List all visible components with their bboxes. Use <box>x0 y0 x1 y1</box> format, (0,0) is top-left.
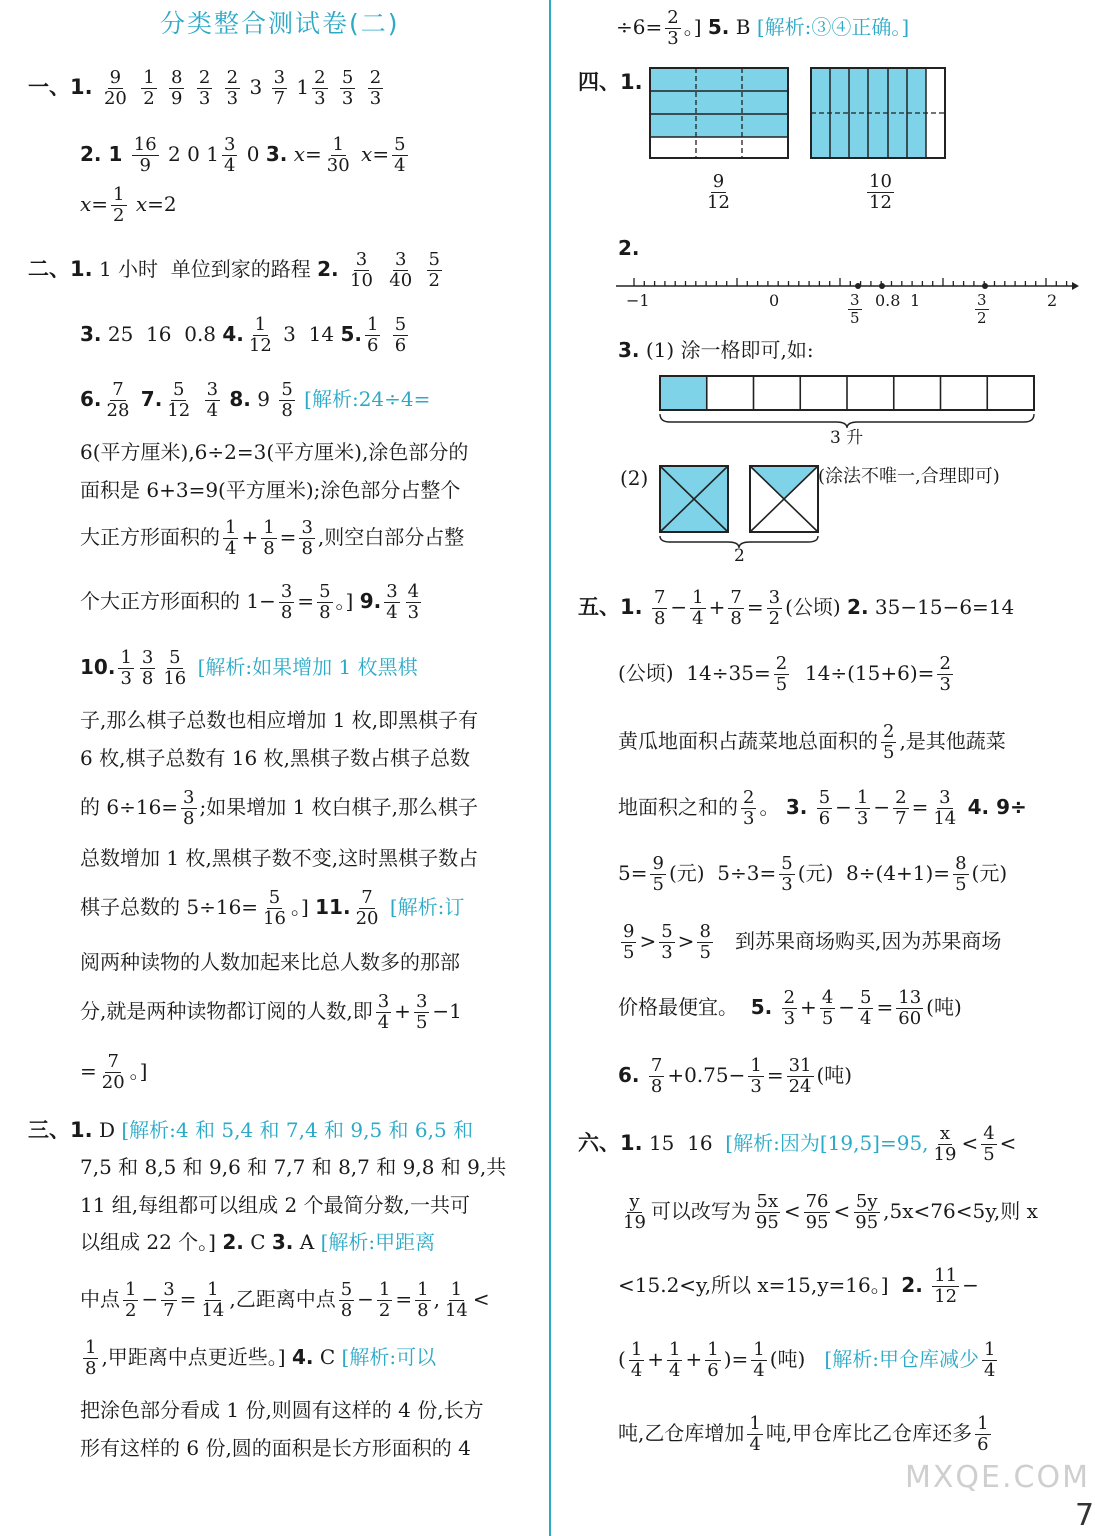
analysis-line: 棋子总数的 5÷16= $\frac{5}{16}$ 。] 11. $\frac{7}{20}$ [解析:订 <box>80 887 465 930</box>
answer-line-10: 10. $\frac{1}{3}$ $\frac{3}{8}$ $\frac{5}{16}$ [解析:如果增加 1 枚黑棋 <box>80 647 418 690</box>
fraction: $\frac{5}{8}$ <box>319 581 331 624</box>
answer-line-1: 一、1. $\frac{9}{20}$ $\frac{1}{2}$ $\frac{8}{9}$ $\frac{2}{3}$ $\frac{2}{3}$ 3 $\frac{3}{7}$ 1 $\frac{2}{3}$ $\frac{5}{3}$ $\frac{2}{3}$ <box>28 67 382 110</box>
answer-line: 5= $\frac{9}{5}$ (元) 5÷3= $\frac{5}{3}$ (元) 8÷(4+1)= $\frac{8}{5}$ (元) <box>618 853 1008 896</box>
fraction: $\frac{9}{20}$ <box>103 67 127 110</box>
fraction: $\frac{x}{19}$ <box>933 1123 957 1166</box>
tick-label: −1 <box>626 291 650 310</box>
fraction: $\frac{1}{6}$ <box>366 314 379 357</box>
fraction: $\frac{4}{5}$ <box>821 987 834 1030</box>
fraction: $\frac{5}{3}$ <box>781 853 793 896</box>
analysis-line: 面积是 6+3=9(平方厘米);涂色部分占整个 <box>80 478 461 502</box>
item-3b-label: (2) <box>620 466 649 490</box>
fraction: $\frac{5}{8}$ <box>281 379 293 422</box>
fraction: $\frac{1}{30}$ <box>326 134 350 177</box>
answer-line-1b: 2. 1 $\frac{16}{9}$ 2 0 1 $\frac{3}{4}$ 0 3. x= $\frac{1}{30}$ x= $\frac{5}{4}$ <box>80 134 406 177</box>
fraction: $\frac{3}{40}$ <box>389 249 413 292</box>
fraction-rectangles <box>648 66 948 161</box>
analysis-line: 总数增加 1 枚,黑棋子数不变,这时黑棋子数占 <box>80 846 479 870</box>
fraction: $\frac{9}{5}$ <box>623 921 635 964</box>
answer-line: 价格最便宜。 5. $\frac{2}{3}$ + $\frac{4}{5}$ − $\frac{5}{4}$ = $\frac{13}{60}$ (吨) <box>618 987 962 1030</box>
fraction: $\frac{7}{28}$ <box>106 379 130 422</box>
fraction: $\frac{76}{95}$ <box>805 1191 829 1234</box>
answer-line: 地面积之和的 $\frac{2}{3}$ 。 3. $\frac{5}{6}$ − $\frac{1}{3}$ − $\frac{2}{7}$ = $\frac{3}{14}$ 4. 9÷ <box>618 787 1027 830</box>
fraction: $\frac{3}{8}$ <box>183 787 195 830</box>
fraction: $\frac{3}{5}$ <box>850 291 860 327</box>
fraction: $\frac{7}{20}$ <box>101 1051 125 1094</box>
fraction: $\frac{1}{4}$ <box>753 1339 765 1382</box>
fraction: $\frac{16}{9}$ <box>133 134 157 177</box>
caption <box>702 172 735 213</box>
fraction: $\frac{1}{6}$ <box>977 1413 989 1456</box>
fraction: $\frac{5}{12}$ <box>167 379 191 422</box>
fraction: $\frac{5}{6}$ <box>818 787 831 830</box>
fraction: $\frac{1}{4}$ <box>225 517 237 560</box>
square-diagrams <box>656 462 826 550</box>
fraction: $\frac{1}{8}$ <box>417 1279 429 1322</box>
fraction: $\frac{1}{2}$ <box>125 1279 137 1322</box>
fraction: $\frac{3}{2}$ <box>768 587 781 630</box>
tick-label: 0.8 <box>875 291 901 310</box>
fraction: $\frac{3}{8}$ <box>301 517 313 560</box>
answer-line-r0: ÷6= $\frac{2}{3}$ 。] 5. B [解析:③④正确。] <box>616 7 910 50</box>
fraction: $\frac{1}{2}$ <box>113 184 125 227</box>
analysis-line: 中点 $\frac{1}{2}$ − $\frac{3}{7}$ = $\frac{1}{14}$ ,乙距离中点 $\frac{5}{8}$ − $\frac{1}{2}$ = $\frac{1}{8}$ , $\frac{1}{14}$ < <box>80 1279 490 1322</box>
fraction: $\frac{1}{12}$ <box>248 314 272 357</box>
answer-line: $\frac{9}{5}$ > $\frac{5}{3}$ > $\frac{8}{5}$ 到苏果商场购买,因为苏果商场 <box>623 921 1002 964</box>
fraction: $\frac{y}{19}$ <box>623 1191 646 1234</box>
page-number: 7 <box>1075 1498 1095 1533</box>
answer-line-section6: 六、1. 15 16 [解析:因为[19,5]=95, $\frac{x}{19}$ < $\frac{4}{5}$ < <box>578 1123 1017 1166</box>
fraction: $\frac{5}{2}$ <box>428 249 440 292</box>
fraction: $\frac{5}{16}$ <box>263 887 286 930</box>
fraction: $\frac{5}{16}$ <box>163 647 187 690</box>
fraction: $\frac{3}{8}$ <box>141 647 154 690</box>
analysis-line: 分,就是两种读物都订阅的人数,即 $\frac{3}{4}$ + $\frac{3}{5}$ −1 <box>80 991 462 1034</box>
fraction: $\frac{5x}{95}$ <box>755 1191 779 1234</box>
fraction: $\frac{3}{4}$ <box>223 134 236 177</box>
fraction: $\frac{1}{2}$ <box>378 1279 391 1322</box>
analysis-line: 个大正方形面积的 1− $\frac{3}{8}$ = $\frac{5}{8}$ 。] 9. $\frac{3}{4}$ $\frac{4}{3}$ <box>80 581 420 624</box>
analysis-line: $\frac{1}{8}$ ,甲距离中点更近些。] 4. C [解析:可以 <box>85 1337 437 1380</box>
tick-label <box>972 292 992 327</box>
fraction: $\frac{3}{5}$ <box>415 991 428 1034</box>
column-divider <box>549 0 551 1536</box>
analysis-line: 子,那么棋子总数也相应增加 1 枚,即黑棋子有 <box>80 708 479 732</box>
fraction: $\frac{7}{8}$ <box>650 1055 663 1098</box>
fraction: $\frac{31}{24}$ <box>788 1055 812 1098</box>
page-title: 分类整合测试卷(二) <box>160 9 400 38</box>
analysis-line: 6(平方厘米),6÷2=3(平方厘米),涂色部分的 <box>80 440 469 464</box>
fraction: $\frac{2}{3}$ <box>667 7 679 50</box>
answer-line-2: x= $\frac{1}{2}$ x=2 <box>80 184 177 227</box>
analysis-line: 以组成 22 个。] 2. C 3. A [解析:甲距离 <box>80 1230 436 1254</box>
fraction: $\frac{2}{3}$ <box>939 653 951 696</box>
watermark: MXQE.COM <box>905 1460 1090 1495</box>
strip-diagram <box>656 372 1038 428</box>
answer-line: 黄瓜地面积占蔬菜地总面积的 $\frac{2}{5}$ ,是其他蔬菜 <box>618 721 1006 764</box>
answer-line-section3: 三、1. D [解析:4 和 5,4 和 7,4 和 9,5 和 6,5 和 <box>28 1118 474 1142</box>
answer-line-section5: 五、1. $\frac{7}{8}$ − $\frac{1}{4}$ + $\frac{7}{8}$ = $\frac{3}{2}$ (公顷) 2. 35−15−6=14 <box>578 587 1015 630</box>
fraction: $\frac{3}{4}$ <box>377 991 390 1034</box>
item-label: 2. <box>618 236 640 260</box>
fraction: $\frac{1}{4}$ <box>692 587 704 630</box>
item-3-label: 3. (1) 涂一格即可,如: <box>618 338 814 362</box>
fraction: $\frac{1}{4}$ <box>983 1339 996 1382</box>
rect-10-12 <box>811 68 945 158</box>
fraction: $\frac{8}{5}$ <box>955 853 967 896</box>
fraction: $\frac{4}{3}$ <box>407 581 420 624</box>
fraction: $\frac{1}{2}$ <box>143 67 155 110</box>
fraction: $\frac{7}{8}$ <box>653 587 666 630</box>
fraction: $\frac{3}{7}$ <box>163 1279 175 1322</box>
fraction: $\frac{3}{8}$ <box>280 581 293 624</box>
fraction: $\frac{1}{8}$ <box>85 1337 97 1380</box>
fraction: $\frac{1}{14}$ <box>201 1279 225 1322</box>
fraction: $\frac{1}{8}$ <box>263 517 275 560</box>
fraction: $\frac{8}{9}$ <box>171 67 183 110</box>
tick-label: 1 <box>910 291 921 310</box>
fraction: $\frac{1}{3}$ <box>120 647 132 690</box>
note: (涂法不唯一,合理即可) <box>818 466 1000 487</box>
fraction: $\frac{7}{20}$ <box>355 887 379 930</box>
fraction: $\frac{9}{5}$ <box>652 853 664 896</box>
answer-line-4: 3. 25 16 0.8 4. $\frac{1}{12}$ 3 14 5. $\frac{1}{6}$ $\frac{5}{6}$ <box>80 314 407 357</box>
fraction: $\frac{3}{4}$ <box>206 379 219 422</box>
analysis-line: 的 6÷16= $\frac{3}{8}$ ;如果增加 1 枚白棋子,那么棋子 <box>80 787 479 830</box>
fraction: $\frac{2}{7}$ <box>895 787 907 830</box>
fraction: $\frac{11}{12}$ <box>934 1265 958 1308</box>
answer-line: 吨,乙仓库增加 $\frac{1}{4}$ 吨,甲仓库比乙仓库还多 $\frac{1}{6}$ <box>618 1413 989 1456</box>
fraction: $\frac{3}{10}$ <box>350 249 373 292</box>
fraction: $\frac{2}{3}$ <box>198 67 211 110</box>
fraction: $\frac{5}{3}$ <box>341 67 354 110</box>
fraction: $\frac{2}{5}$ <box>775 653 788 696</box>
strip-label: 3 升 <box>830 428 864 448</box>
tick-label: 0 <box>769 291 780 310</box>
analysis-line: 6 枚,棋子总数有 16 枚,黑棋子数占棋子总数 <box>80 746 470 770</box>
fraction: $\frac{2}{3}$ <box>783 987 796 1030</box>
fraction: $\frac{5}{6}$ <box>394 314 407 357</box>
analysis-line: 大正方形面积的 $\frac{1}{4}$ + $\frac{1}{8}$ = $\frac{3}{8}$ ,则空白部分占整 <box>80 517 465 560</box>
fraction: $\frac{2}{3}$ <box>226 67 239 110</box>
fraction: $\frac{3}{14}$ <box>933 787 957 830</box>
fraction: $\frac{9}{12}$ <box>707 171 730 214</box>
fraction: $\frac{3}{7}$ <box>273 67 286 110</box>
fraction: $\frac{5}{4}$ <box>394 134 406 177</box>
fraction: $\frac{1}{4}$ <box>669 1339 681 1382</box>
caption <box>864 172 897 213</box>
answer-line: $\frac{y}{19}$ 可以改写为 $\frac{5x}{95}$ < $\frac{76}{95}$ < $\frac{5y}{95}$ ,5x<76<5y,则 x <box>623 1191 1038 1234</box>
analysis-line: = $\frac{7}{20}$ 。] <box>80 1051 148 1094</box>
fraction: $\frac{5}{8}$ <box>340 1279 353 1322</box>
fraction: $\frac{1}{4}$ <box>630 1339 643 1382</box>
fraction: $\frac{3}{2}$ <box>977 291 987 327</box>
fraction: $\frac{1}{3}$ <box>856 787 869 830</box>
fraction: $\frac{3}{4}$ <box>386 581 398 624</box>
answer-line: 6. $\frac{7}{8}$ +0.75− $\frac{1}{3}$ = $\frac{31}{24}$ (吨) <box>618 1055 853 1098</box>
fraction: $\frac{1}{4}$ <box>749 1413 761 1456</box>
fraction: $\frac{5y}{95}$ <box>855 1191 879 1234</box>
fraction: $\frac{7}{8}$ <box>730 587 742 630</box>
answer-line-5: 6. $\frac{7}{28}$ 7. $\frac{5}{12}$ $\frac{3}{4}$ 8. 9 $\frac{5}{8}$ [解析:24÷4= <box>80 379 431 422</box>
fraction: $\frac{4}{5}$ <box>983 1123 995 1166</box>
fraction: $\frac{2}{3}$ <box>314 67 326 110</box>
fraction: $\frac{5}{3}$ <box>661 921 673 964</box>
fraction: $\frac{8}{5}$ <box>699 921 711 964</box>
analysis-line: 11 组,每组都可以组成 2 个最简分数,一共可 <box>80 1193 470 1217</box>
analysis-line: 阅两种读物的人数加起来比总人数多的那部 <box>80 950 460 974</box>
fraction: $\frac{2}{3}$ <box>743 787 755 830</box>
answer-line: ( $\frac{1}{4}$ + $\frac{1}{4}$ + $\frac{1}{6}$ )= $\frac{1}{4}$ (吨) [解析:甲仓库减少 $\frac{1}{4}$ <box>618 1339 996 1382</box>
analysis-line: 形有这样的 6 份,圆的面积是长方形面积的 4 <box>80 1436 471 1460</box>
tick-label: 2 <box>1047 291 1058 310</box>
fraction: $\frac{1}{3}$ <box>750 1055 762 1098</box>
analysis-line: 7,5 和 8,5 和 9,6 和 7,7 和 8,7 和 9,8 和 9,共 <box>80 1155 507 1179</box>
analysis-line: 把涂色部分看成 1 份,则圆有这样的 4 份,长方 <box>80 1398 484 1422</box>
fraction: $\frac{10}{12}$ <box>869 171 892 214</box>
fraction: $\frac{2}{5}$ <box>883 721 895 764</box>
answer-line-3: 二、1. 1 小时 单位到家的路程 2. $\frac{3}{10}$ $\frac{3}{40}$ $\frac{5}{2}$ <box>28 249 440 292</box>
rect-9-12 <box>650 68 788 158</box>
fraction: $\frac{5}{4}$ <box>860 987 872 1030</box>
answer-line: <15.2<y,所以 x=15,y=16。] 2. $\frac{11}{12}$ − <box>618 1265 979 1308</box>
fraction: $\frac{2}{3}$ <box>369 67 382 110</box>
section-4-label: 四、1. <box>578 70 643 94</box>
fraction: $\frac{13}{60}$ <box>898 987 922 1030</box>
tick-label <box>845 292 865 327</box>
answer-line: (公顷) 14÷35= $\frac{2}{5}$ 14÷(15+6)= $\frac{2}{3}$ <box>618 653 951 696</box>
square-label: 2 <box>734 546 745 566</box>
fraction: $\frac{1}{14}$ <box>444 1279 468 1322</box>
fraction: $\frac{1}{6}$ <box>707 1339 719 1382</box>
